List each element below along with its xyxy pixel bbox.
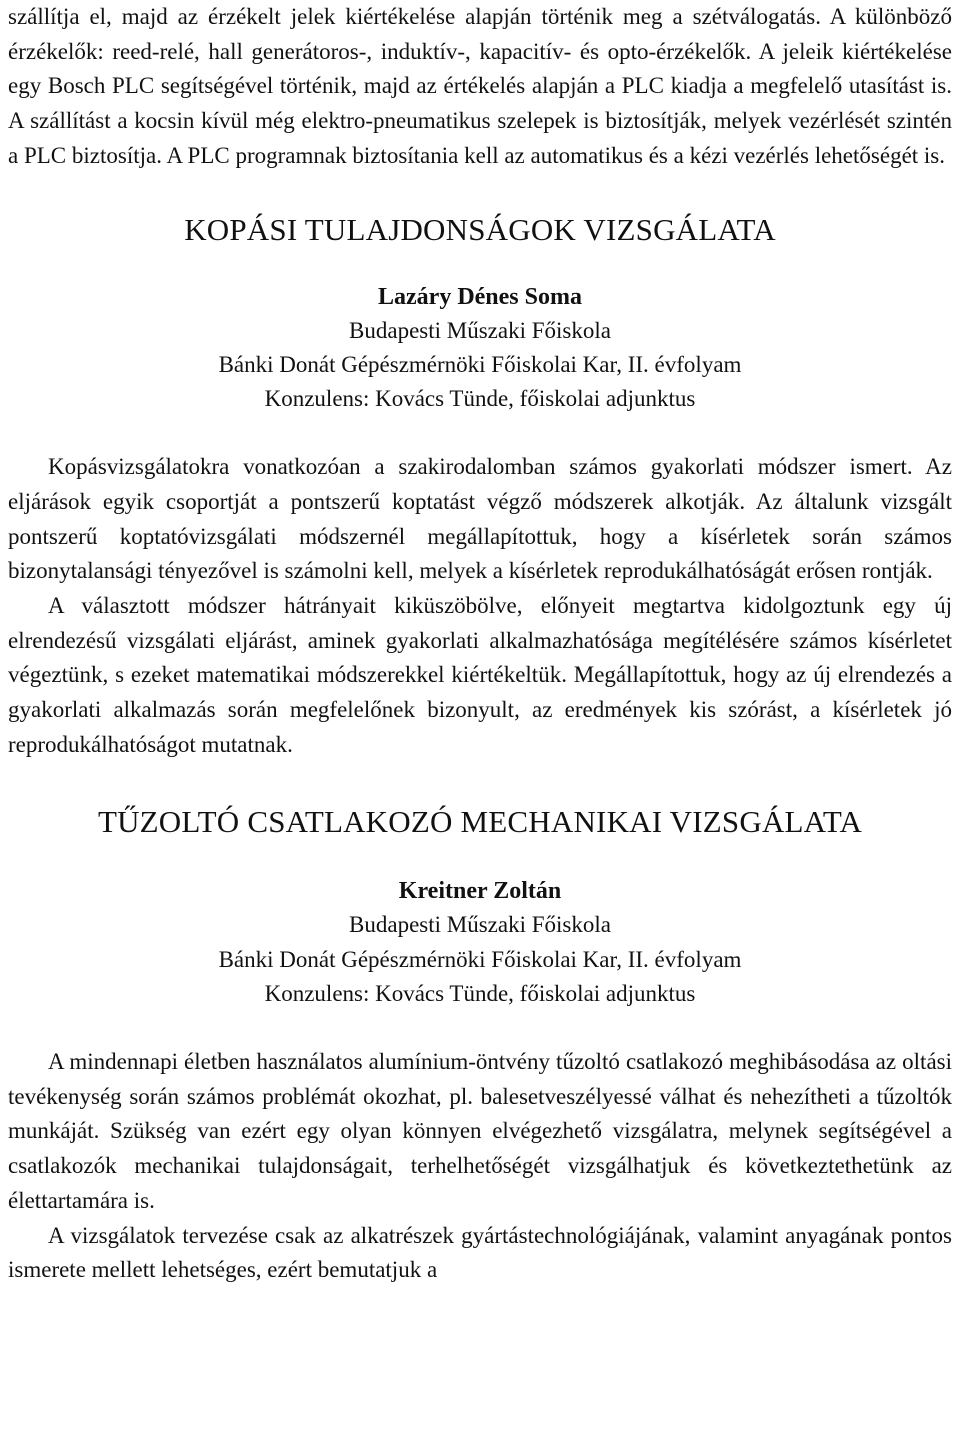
abstract-paragraph: A választott módszer hátrányait kiküszöbölve, előnyeit megtartva kidolgoztunk egy új elrendezésű vizsgálati eljárást, aminek gyakorlati alkalmazhatósága megítélésére számos kísérletet végeztünk, s ezeket matematikai módszerekkel kiértékeltük. Megállapítottuk, hogy az új elrendezés a gyakorlati alkalmazás során megfelelőnek bizonyult, az eredmények kis szórást, a kísérletek jó reprodukálhatóságot mutatnak. xyxy=(8,592,952,757)
section-wear-properties xyxy=(8,210,952,763)
section-fire-coupling xyxy=(8,802,952,1288)
spacer xyxy=(8,1011,952,1045)
abstract-paragraph: A mindennapi életben használatos alumínium-öntvény tűzoltó csatlakozó meghibásodása az oltási tevékenység során számos problémát okozhat, pl. balesetveszélyessé válhat és nehezítheti a tűzoltók munkáját. Szükség van ezért egy olyan könnyen elvégezhető vizsgálatra, melynek segítségével a csatlakozók mechanikai tulajdonságait, terhelhetőségét vizsgálhatjuk és következtethetünk az élettartamára is. xyxy=(8,1049,952,1213)
faculty: Bánki Donát Gépészmérnöki Főiskolai Kar, II. évfolyam xyxy=(218,946,742,972)
section-title: KOPÁSI TULAJDONSÁGOK VIZSGÁLATA xyxy=(184,211,776,247)
spacer xyxy=(8,416,952,450)
institution: Budapesti Műszaki Főiskola xyxy=(349,912,611,938)
advisor: Konzulens: Kovács Tünde, főiskolai adjunktus xyxy=(264,385,696,411)
advisor: Konzulens: Kovács Tünde, főiskolai adjunktus xyxy=(264,980,696,1006)
intro-paragraph: szállítja el, majd az érzékelt jelek kiértékelése alapján történik meg a szétválogatás. A különböző érzékelők: reed-relé, hall generátoros-, induktív-, kapacitív- és opto-érzékelők. A jeleik kiértékelése egy Bosch PLC segítségével történik, majd az értékelés alapján a PLC kiadja a megfelelő utasítást is. A szállítást a kocsin kívül még elektro-pneumatikus szelepek is biztosítják, melyek vezérlését szintén a PLC biztosítja. A PLC programnak biztosítania kell az automatikus és a kézi vezérlés lehetőségét is. xyxy=(8,4,952,168)
abstract-paragraph: A vizsgálatok tervezése csak az alkatrészek gyártástechnológiájának, valamint anyagának pontos ismerete mellett lehetséges, ezért bemutatjuk a xyxy=(8,1222,952,1283)
faculty: Bánki Donát Gépészmérnöki Főiskolai Kar, II. évfolyam xyxy=(218,351,742,377)
section-title: TŰZOLTÓ CSATLAKOZÓ MECHANIKAI VIZSGÁLATA xyxy=(97,804,863,840)
author-name: Lazáry Dénes Soma xyxy=(378,283,582,310)
abstract-paragraph: Kopásvizsgálatokra vonatkozóan a szakirodalomban számos gyakorlati módszer ismert. Az eljárások egyik csoportját a pontszerű koptatást végző módszerek alkotják. Az általunk vizsgált pontszerű koptatóvizsgálati módszernél megállapítottuk, hogy a kísérletek során számos bizonytalansági tényezővel is számolni kell, melyek a kísérletek reprodukálhatóságát erősen rontják. xyxy=(8,454,952,584)
institution: Budapesti Műszaki Főiskola xyxy=(349,317,611,343)
author-name: Kreitner Zoltán xyxy=(398,878,562,905)
